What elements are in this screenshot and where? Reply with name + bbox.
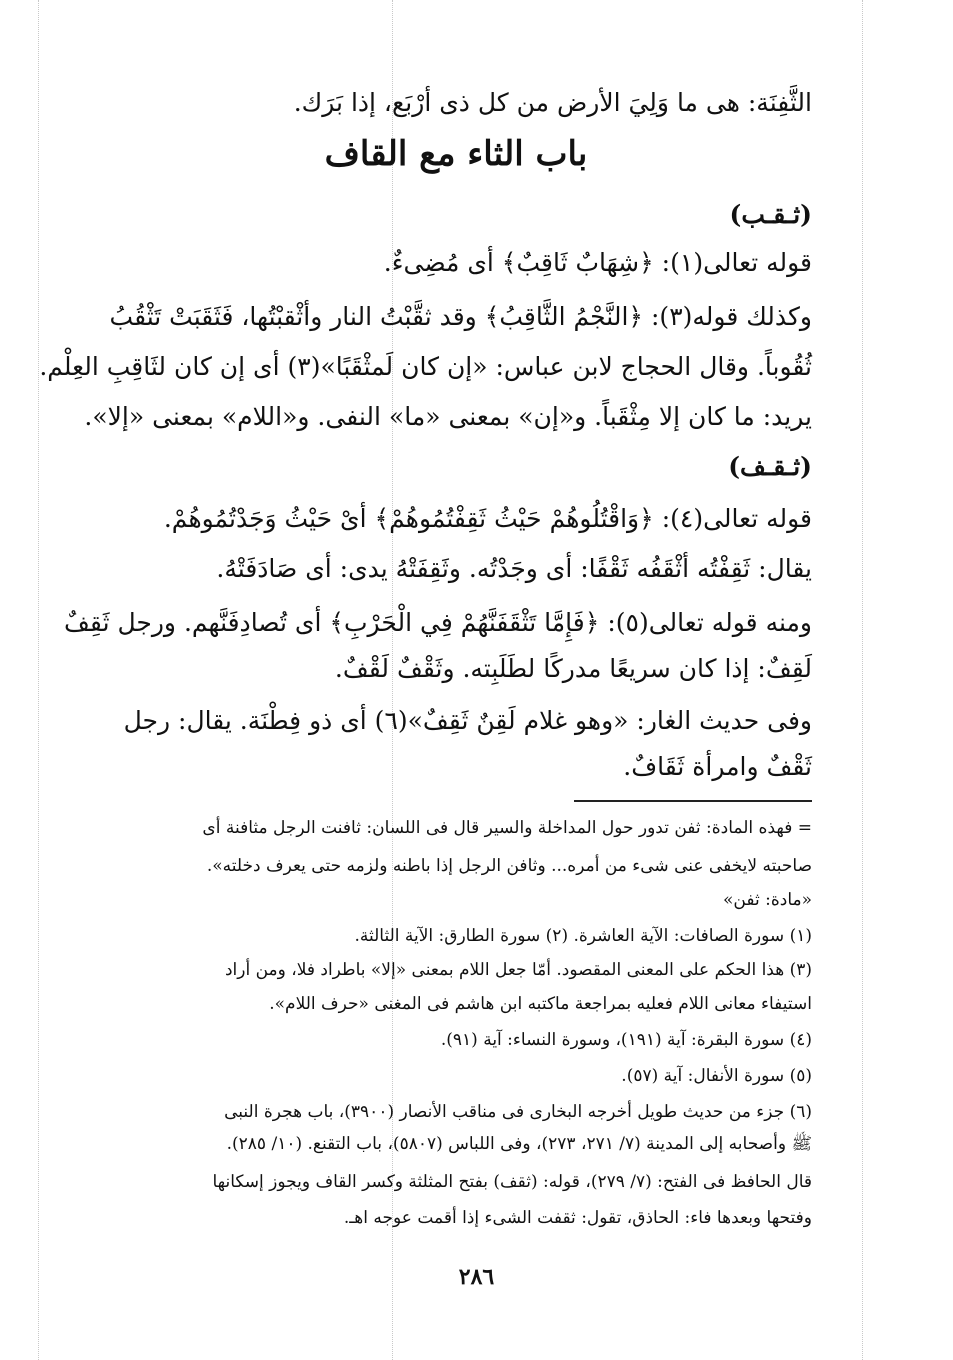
footnote-line: استيفاء معانى اللام فعليه بمراجعة ماكتبه ابن هاشم فى المغنى «حرف اللام». (269, 994, 812, 1014)
footnote-line: (٦) جزء من حديث طويل أخرجه البخارى فى مناقب الأنصار (٣٩٠٠)، باب هجرة النبى (224, 1102, 812, 1122)
footnote-line: (٤) سورة البقرة: آية (١٩١)، وسورة النساء: آية (٩١). (440, 1030, 812, 1050)
footnote-line: = فهذه المادة: ثفن تدور حول المداخلة والسير قال فى اللسان: ثافنت الرجل مثافنة أى (202, 818, 812, 838)
footnote-line: وفتحها وبعدها فاء: الحاذق، تقول: ثقفت الشىء إذا أقمت عوجه اهـ. (343, 1208, 812, 1228)
footnote-line: (٥) سورة الأنفال: آية (٥٧). (621, 1066, 812, 1086)
footnotes-block (39, 0, 812, 1240)
text-line: يقال: ثَقِفْتُه أثْقَفُه ثَقْفًا: أى وجَدْتُه. وثَقِفَتْهُ يدى: أى صَادَفَتْهُ. (216, 554, 812, 583)
entry-heading: (ثـقـف) (728, 452, 812, 481)
text-line: وفى حديث الغار: «وهو غلام لَقِنٌ ثَقِفٌ»(٦) أى ذو فِطْنَة. يقال: رجل (123, 706, 812, 735)
text-line: ثَقْفٌ وامرأة ثَقَافٌ. (623, 752, 812, 781)
footnote-line: قال الحافظ فى الفتح: (٧/ ٢٧٩)، قوله: (ثقف) بفتح المثلثة وكسر القاف ويجوز إسكانها (212, 1172, 812, 1192)
margin-guide-line (862, 0, 863, 1360)
footnote-line: (١) سورة الصافات: الآية العاشرة. (٢) سورة الطارق: الآية الثالثة. (354, 926, 812, 946)
footnote-line: (٣) هذا الحكم على المعنى المقصود. أمّا جعل اللام بمعنى «إلا» باطراد فلا، ومن أراد (224, 960, 812, 980)
text-line: الثَّفِنَة: هى ما وَلِيَ الأرض من كل ذى أرْبَع، إذا بَرَك. (293, 88, 812, 117)
page-number: ٢٨٦ (458, 1264, 495, 1290)
text-line: ومنه قوله تعالى(٥): ﴿فَإِمَّا تَثْقَفَنَّهُمْ فِي الْحَرْبِ﴾ أى تُصادِفَنَّهم. ورجل ثَقِفٌ (64, 608, 812, 637)
text-line: يريد: ما كان إلا مِثْقَباً. و«إن» بمعنى «ما» النفى. و«اللام» بمعنى «إلا». (84, 402, 812, 431)
text-line: وكذلك قوله(٣): ﴿النَّجْمُ الثَّاقِبُ﴾ وقد ثقَّبْتُ النار وأثْقبْتُها، فَثَقَبَتْ تَثْقُبُ (109, 302, 812, 331)
chapter-heading: باب الثاء مع القاف (324, 134, 588, 174)
text-line: لَقِفٌ: إذا كان سريعًا مدركًا لطَلَبِته. وثَقْفٌ لَقْفٌ. (334, 654, 812, 683)
margin-guide-line (38, 0, 39, 1360)
entry-heading: (ثـقـب) (729, 200, 812, 229)
text-line: ثُقُوباً. وقال الحجاج لابن عباس: «إن كان لَمثْقَبًا»(٣) أى إن كان لثَاقِبِ العِلْم. (39, 352, 812, 381)
footnote-line: صاحبته لايخفى عنى شىء من أمره... وثافن الرجل إذا باطنه ولزمه حتى يعرف دخلته». (206, 856, 812, 876)
text-line: قوله تعالى(١): ﴿شِهَابٌ ثَاقِبٌ﴾ أى مُضِىءٌ. (383, 248, 812, 277)
footnote-line: ﷺ وأصحابه إلى المدينة (٧/ ٢٧١، ٢٧٣)، وفى اللباس (٥٨٠٧)، باب التقنع. (١٠/ ٢٨٥). (226, 1134, 812, 1154)
text-line: قوله تعالى(٤): ﴿وَاقْتُلُوهُمْ حَيْثُ ثَقِفْتُمُوهُمْ﴾ أىْ حَيْثُ وَجَدْتُمُوهُمْ. (163, 504, 812, 533)
footnote-line: «مادة: ثفن» (723, 890, 812, 910)
